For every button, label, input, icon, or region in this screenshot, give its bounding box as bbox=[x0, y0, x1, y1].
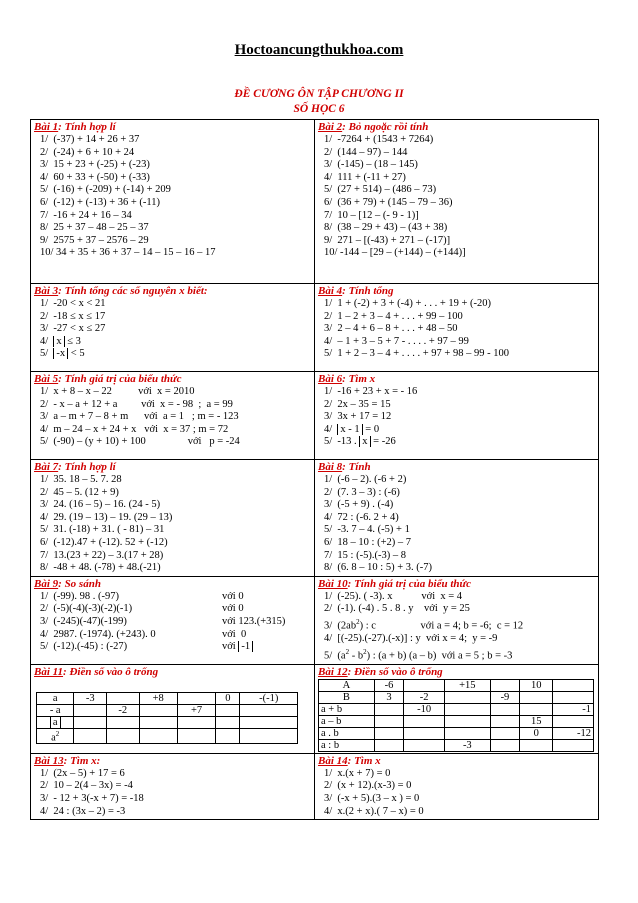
fill-cell[interactable] bbox=[490, 727, 519, 739]
square-base: a bbox=[51, 732, 56, 744]
absolute-value: x bbox=[53, 336, 64, 347]
exercise-item: 3/ 15 + 23 + (-25) + (-23) bbox=[40, 159, 150, 171]
fill-cell[interactable] bbox=[74, 704, 107, 716]
exercise-heading bbox=[34, 461, 312, 474]
exercise-item bbox=[318, 616, 596, 633]
exercise-item: 8/ -48 + 48. (-78) + 48.(-21) bbox=[40, 562, 161, 574]
fill-cell[interactable] bbox=[553, 715, 594, 727]
fill-cell: -(-1) bbox=[240, 692, 298, 704]
fill-cell[interactable] bbox=[520, 703, 553, 715]
fill-cell[interactable] bbox=[139, 716, 177, 728]
fill-cell[interactable] bbox=[107, 716, 140, 728]
exercise-title: : Tính bbox=[342, 461, 371, 473]
exercise-title: : Tìm x bbox=[342, 373, 376, 385]
item-part: 5/ (a bbox=[324, 650, 346, 662]
fill-cell[interactable] bbox=[444, 727, 490, 739]
fill-cell: A bbox=[319, 679, 375, 691]
fill-cell[interactable] bbox=[107, 692, 140, 704]
exercise-12 bbox=[315, 664, 599, 753]
item-expression: 1/ (-99). 98 . (-97) bbox=[40, 590, 120, 602]
exercise-1 bbox=[31, 120, 315, 284]
exercise-title: : Điền số vào ô trống bbox=[63, 665, 159, 678]
exercise-number: Bài 10 bbox=[318, 577, 348, 590]
fill-cell: -2 bbox=[107, 704, 140, 716]
exercise-item: 6/ (-12).47 + (-12). 52 + (-12) bbox=[40, 536, 168, 548]
fill-cell-label bbox=[37, 728, 74, 744]
exponent: 2 bbox=[55, 729, 60, 738]
exercise-item bbox=[34, 616, 312, 629]
exercise-6 bbox=[315, 372, 599, 460]
exercise-item: 4/ 60 + 33 + (-50) + (-33) bbox=[40, 171, 150, 183]
exercise-item: 2/ -18 ≤ x ≤ 17 bbox=[40, 310, 106, 322]
exercise-item: 7/ -16 + 24 + 16 – 34 bbox=[40, 209, 132, 221]
exercise-title: : Điền số vào ô trống bbox=[347, 665, 443, 678]
fill-cell[interactable] bbox=[374, 703, 403, 715]
exercise-heading bbox=[34, 666, 312, 679]
exercise-heading bbox=[318, 121, 596, 134]
exercise-10 bbox=[315, 576, 599, 664]
item-expression: 4/ 2987. (-1974). (+243). 0 bbox=[40, 628, 156, 640]
exercise-item: 3/ -27 < x ≤ 27 bbox=[40, 323, 106, 335]
exercise-item: 10/ -144 – [29 – (+144) – (+144)] bbox=[324, 247, 466, 259]
exercise-8 bbox=[315, 460, 599, 577]
fill-cell[interactable] bbox=[216, 704, 240, 716]
fill-cell[interactable] bbox=[74, 716, 107, 728]
exercise-title: : Tính giá trị của biểu thức bbox=[58, 373, 182, 385]
item-comparison: với 0 bbox=[222, 628, 247, 640]
fill-cell[interactable] bbox=[240, 716, 298, 728]
exercise-heading bbox=[34, 373, 312, 386]
fill-cell[interactable] bbox=[216, 728, 240, 744]
fill-cell: -1 bbox=[553, 703, 594, 715]
exercise-item: 2/ 45 – 5. (12 + 9) bbox=[40, 486, 119, 498]
exercise-item: 4/ x.(2 + x).( 7 – x) = 0 bbox=[324, 805, 424, 817]
exercise-number: Bài 3 bbox=[34, 285, 59, 297]
exercise-item: 3/ - 12 + 3(-x + 7) = -18 bbox=[40, 792, 144, 804]
exercise-item bbox=[34, 641, 312, 654]
exercise-item bbox=[34, 591, 312, 604]
exponent: 2 bbox=[356, 617, 360, 626]
item-suffix: ≤ 3 bbox=[64, 335, 81, 347]
item-part: ) : (a + b) (a – b) với a = 5 ; b = -3 bbox=[366, 650, 513, 662]
exercise-number: Bài 13 bbox=[34, 754, 64, 767]
exercise-item: 4/ m – 24 – x + 24 + x với x = 37 ; m = 72 bbox=[40, 423, 229, 435]
item-suffix: < 5 bbox=[68, 348, 85, 360]
exercise-item: 2/ (144 – 97) – 144 bbox=[324, 146, 408, 158]
fill-cell: -3 bbox=[444, 739, 490, 751]
exercise-item: 1/ (-25). ( -3). x với x = 4 bbox=[324, 590, 463, 602]
exercise-item: 2/ (x + 12).(x-3) = 0 bbox=[324, 780, 412, 792]
exercise-item: 5/ (27 + 514) – (486 – 73) bbox=[324, 184, 437, 196]
exercise-item: 1/ -7264 + (1543 + 7264) bbox=[324, 134, 434, 145]
fill-cell[interactable] bbox=[553, 691, 594, 703]
exercise-item: 2/ 10 – 2(4 – 3x) = -4 bbox=[40, 780, 133, 792]
absolute-value: a bbox=[50, 717, 61, 728]
fill-cell[interactable] bbox=[240, 728, 298, 744]
exercise-title: : Bỏ ngoặc rồi tính bbox=[342, 121, 429, 133]
fill-cell: a – b bbox=[319, 715, 375, 727]
fill-cell: 10 bbox=[520, 679, 553, 691]
exercise-heading bbox=[318, 755, 596, 768]
fill-cell[interactable] bbox=[139, 704, 177, 716]
item-suffix: = 0 bbox=[362, 423, 380, 435]
exercise-11 bbox=[31, 664, 315, 753]
site-header: Hoctoancungthukhoa.com bbox=[234, 42, 404, 58]
exercise-item bbox=[318, 646, 596, 663]
title-line-2: SỐ HỌC 6 bbox=[293, 103, 345, 115]
fill-cell[interactable] bbox=[107, 728, 140, 744]
exercise-item: 2/ 2x – 35 = 15 bbox=[324, 398, 391, 410]
item-expression: 5/ (-12).(-45) : (-27) bbox=[40, 641, 128, 653]
exercise-item: 7/ 15 : (-5).(-3) – 8 bbox=[324, 549, 406, 561]
fill-cell[interactable] bbox=[444, 703, 490, 715]
item-suffix: = -26 bbox=[370, 436, 396, 448]
exercise-item: 2/ (7. 3 – 3) : (-6) bbox=[324, 486, 400, 498]
exercise-item: 2/ 1 – 2 + 3 – 4 + . . . + 99 – 100 bbox=[324, 310, 463, 322]
exercise-3 bbox=[31, 284, 315, 372]
fill-cell: 3 bbox=[374, 691, 403, 703]
exercise-heading bbox=[318, 373, 596, 386]
fill-cell: -3 bbox=[74, 692, 107, 704]
exercise-heading bbox=[318, 461, 596, 474]
exercise-item: 3/ 2 – 4 + 6 – 8 + . . . + 48 – 50 bbox=[324, 323, 458, 335]
exercise-item: 1/ -20 < x < 21 bbox=[40, 298, 106, 309]
exercise-heading bbox=[34, 121, 312, 134]
exercise-item: 5/ 1 + 2 – 3 – 4 + . . . . + 97 + 98 – 99 - 100 bbox=[324, 348, 509, 360]
exercise-item: 1/ 35. 18 – 5. 7. 28 bbox=[40, 474, 122, 485]
exercise-item: 8/ 25 + 37 – 48 – 25 – 37 bbox=[40, 222, 149, 234]
fill-cell: B bbox=[319, 691, 375, 703]
exercise-item: 6/ (36 + 79) + (145 – 79 – 36) bbox=[324, 196, 453, 208]
exercise-title: : Tính tổng các số nguyên x biết: bbox=[58, 285, 208, 297]
exercise-item: 4/ 24 : (3x – 2) = -3 bbox=[40, 805, 126, 817]
fill-cell: 15 bbox=[520, 715, 553, 727]
fill-cell: -10 bbox=[404, 703, 445, 715]
exercise-item: 3/ (-x + 5).(3 – x ) = 0 bbox=[324, 792, 420, 804]
exercise-heading bbox=[34, 285, 312, 298]
fill-cell: -12 bbox=[553, 727, 594, 739]
exercise-item: 6/ (-12) + (-13) + 36 + (-11) bbox=[40, 196, 161, 208]
exercise-item: 7/ 10 – [12 – (- 9 - 1)] bbox=[324, 209, 419, 221]
item-prefix: 5/ -13 . bbox=[324, 436, 360, 448]
exercise-item bbox=[34, 629, 312, 642]
fill-cell[interactable] bbox=[374, 739, 403, 751]
exercise-item: 1/ (-6 – 2). (-6 + 2) bbox=[324, 474, 407, 485]
exercise-title: : Tìm x: bbox=[63, 754, 101, 767]
fill-cell: -9 bbox=[490, 691, 519, 703]
fill-cell[interactable] bbox=[444, 691, 490, 703]
exercise-item: 3/ a – m + 7 – 8 + m với a = 1 ; m = - 123 bbox=[40, 411, 239, 423]
exercise-item: 5/ (-16) + (-209) + (-14) + 209 bbox=[40, 184, 171, 196]
exponent: 2 bbox=[363, 647, 367, 656]
fill-cell[interactable] bbox=[240, 704, 298, 716]
exercise-item: 4/ 29. (19 – 13) – 19. (29 – 13) bbox=[40, 511, 173, 523]
exercise-5 bbox=[31, 372, 315, 460]
fill-cell: +7 bbox=[177, 704, 215, 716]
fill-cell[interactable] bbox=[404, 739, 445, 751]
exercise-item: 2/ (-1). (-4) . 5 . 8 . y với y = 25 bbox=[324, 603, 470, 615]
exercise-item: 5/ 31. (-18) + 31. ( - 81) – 31 bbox=[40, 524, 165, 536]
item-prefix: 4/ bbox=[40, 335, 54, 347]
item-prefix: 4/ bbox=[324, 423, 338, 435]
fill-cell[interactable] bbox=[404, 715, 445, 727]
exercise-title: : So sánh bbox=[58, 577, 101, 590]
exercise-item: 1/ x + 8 – x – 22 với x = 2010 bbox=[40, 386, 195, 397]
fill-cell: - a bbox=[37, 704, 74, 716]
fill-cell: a . b bbox=[319, 727, 375, 739]
fill-cell[interactable] bbox=[520, 739, 553, 751]
exercise-title: : Tính giá trị của biểu thức bbox=[347, 577, 471, 590]
fill-cell[interactable] bbox=[490, 703, 519, 715]
exercise-number: Bài 12 bbox=[318, 665, 348, 678]
exercise-4 bbox=[315, 284, 599, 372]
document-title bbox=[0, 87, 638, 117]
absolute-value: -1 bbox=[238, 641, 253, 652]
exercise-heading bbox=[318, 666, 596, 679]
exercise-7 bbox=[31, 460, 315, 577]
exercise-item: 6/ 18 – 10 : (+2) – 7 bbox=[324, 536, 411, 548]
exercise-number: Bài 6 bbox=[318, 373, 343, 385]
exercise-item: 9/ 2575 + 37 – 2576 – 29 bbox=[40, 234, 149, 246]
exercise-2 bbox=[315, 120, 599, 284]
item-part: 3/ (2ab bbox=[324, 620, 357, 632]
exercise-number: Bài 14 bbox=[318, 754, 348, 767]
fill-cell[interactable] bbox=[444, 715, 490, 727]
exercise-number: Bài 1 bbox=[34, 121, 59, 133]
exercise-13 bbox=[31, 753, 315, 819]
fill-cell: a bbox=[37, 692, 74, 704]
exercise-item: 1/ 1 + (-2) + 3 + (-4) + . . . + 19 + (-20) bbox=[324, 298, 492, 309]
title-line-1: ĐỀ CƯƠNG ÔN TẬP CHƯƠNG II bbox=[234, 88, 404, 100]
exercise-number: Bài 8 bbox=[318, 461, 343, 473]
fill-cell[interactable] bbox=[74, 728, 107, 744]
fill-table-11 bbox=[36, 692, 298, 745]
exercise-item: 4/ 72 : (-6. 2 + 4) bbox=[324, 511, 399, 523]
fill-cell: a + b bbox=[319, 703, 375, 715]
fill-cell-label bbox=[37, 716, 74, 728]
absolute-value: -x bbox=[53, 348, 68, 359]
exercise-item: 8/ (6. 8 – 10 : 5) + 3. (-7) bbox=[324, 562, 432, 574]
exercise-9 bbox=[31, 576, 315, 664]
exercise-item: 4/ – 1 + 3 – 5 + 7 - . . . . + 97 – 99 bbox=[324, 335, 469, 347]
exercise-item bbox=[318, 424, 596, 437]
exercise-title: : Tính hợp lí bbox=[58, 461, 116, 473]
fill-cell: a : b bbox=[319, 739, 375, 751]
exercise-item: 5/ -3. 7 – 4. (-5) + 1 bbox=[324, 524, 410, 536]
absolute-value: x - 1 bbox=[337, 424, 362, 435]
exercise-item bbox=[34, 336, 312, 349]
exercise-item: 1/ -16 + 23 + x = - 16 bbox=[324, 386, 418, 397]
fill-cell: 0 bbox=[216, 692, 240, 704]
exercise-heading bbox=[318, 578, 596, 591]
item-comparison: với 123.(+315) bbox=[222, 615, 286, 627]
exponent: 2 bbox=[345, 647, 350, 656]
exercise-title: : Tìm x bbox=[347, 754, 381, 767]
exercise-14 bbox=[315, 753, 599, 819]
fill-cell[interactable] bbox=[490, 739, 519, 751]
exercise-item: 7/ 13.(23 + 22) – 3.(17 + 28) bbox=[40, 549, 164, 561]
fill-cell[interactable] bbox=[374, 715, 403, 727]
item-prefix: 5/ bbox=[40, 348, 54, 360]
exercise-number: Bài 7 bbox=[34, 461, 59, 473]
fill-cell[interactable] bbox=[490, 715, 519, 727]
exercise-item: 3/ 24. (16 – 5) – 16. (24 - 5) bbox=[40, 499, 161, 511]
exercise-number: Bài 5 bbox=[34, 373, 59, 385]
exercise-item bbox=[34, 348, 312, 361]
exercise-number: Bài 2 bbox=[318, 121, 343, 133]
fill-cell[interactable] bbox=[177, 692, 215, 704]
item-comparison: với 0 bbox=[222, 590, 244, 602]
exercise-heading bbox=[34, 578, 312, 591]
item-comparison: với 0 bbox=[222, 603, 244, 615]
fill-cell[interactable] bbox=[177, 728, 215, 744]
item-part: ) : c với a = 4; b = -6; c = 12 bbox=[359, 620, 524, 632]
item-expression: 3/ (-245)(-47)(-199) bbox=[40, 615, 127, 627]
fill-cell: 0 bbox=[520, 727, 553, 739]
exercise-number: Bài 4 bbox=[318, 285, 343, 297]
exercise-heading bbox=[34, 755, 312, 768]
fill-cell[interactable] bbox=[553, 679, 594, 691]
fill-cell[interactable] bbox=[404, 727, 445, 739]
exercise-item: 3/ (-145) – (18 – 145) bbox=[324, 159, 418, 171]
exercise-item: 9/ 271 – [(-43) + 271 – (-17)] bbox=[324, 234, 451, 246]
fill-cell[interactable] bbox=[177, 716, 215, 728]
exercise-item: 10/ 34 + 35 + 36 + 37 – 14 – 15 – 16 – 17 bbox=[40, 247, 216, 259]
fill-cell: +15 bbox=[444, 679, 490, 691]
exercise-item: 2/ - x – a + 12 + a với x = - 98 ; a = 99 bbox=[40, 398, 233, 410]
exercise-item: 1/ x.(x + 7) = 0 bbox=[324, 767, 391, 779]
exercise-item: 1/ (2x – 5) + 17 = 6 bbox=[40, 767, 125, 779]
fill-cell: -6 bbox=[374, 679, 403, 691]
exercise-title: : Tính hợp lí bbox=[58, 121, 116, 133]
exercise-number: Bài 11 bbox=[34, 665, 64, 678]
exercise-item: 2/ (-24) + 6 + 10 + 24 bbox=[40, 146, 135, 158]
item-comparison: với bbox=[222, 641, 239, 653]
absolute-value: x bbox=[359, 436, 370, 447]
exercise-item bbox=[34, 603, 312, 616]
fill-cell: +8 bbox=[139, 692, 177, 704]
exercise-item: 4/ 111 + (-11 + 27) bbox=[324, 171, 406, 183]
fill-cell[interactable] bbox=[374, 727, 403, 739]
exercise-grid bbox=[30, 119, 599, 820]
fill-cell[interactable] bbox=[404, 679, 445, 691]
fill-cell[interactable] bbox=[520, 691, 553, 703]
exercise-item: 3/ (-5 + 9) . (-4) bbox=[324, 499, 394, 511]
exercise-item: 4/ [(-25).(-27).(-x)] : y với x = 4; y = -9 bbox=[324, 633, 498, 645]
fill-cell: -2 bbox=[404, 691, 445, 703]
exercise-heading bbox=[318, 285, 596, 298]
item-part: - b bbox=[349, 650, 364, 662]
fill-cell[interactable] bbox=[553, 739, 594, 751]
fill-cell[interactable] bbox=[216, 716, 240, 728]
exercise-number: Bài 9 bbox=[34, 577, 59, 590]
fill-table-12 bbox=[318, 679, 594, 752]
item-expression: 2/ (-5)(-4)(-3)(-2)(-1) bbox=[40, 603, 133, 615]
exercise-item: 8/ (38 – 29 + 43) – (43 + 38) bbox=[324, 222, 448, 234]
fill-cell[interactable] bbox=[490, 679, 519, 691]
exercise-item: 1/ (-37) + 14 + 26 + 37 bbox=[40, 134, 140, 145]
exercise-title: : Tính tổng bbox=[342, 285, 394, 297]
fill-cell[interactable] bbox=[139, 728, 177, 744]
exercise-item: 5/ (-90) – (y + 10) + 100 với p = -24 bbox=[40, 436, 240, 448]
exercise-item bbox=[318, 436, 596, 449]
exercise-item: 3/ 3x + 17 = 12 bbox=[324, 411, 392, 423]
